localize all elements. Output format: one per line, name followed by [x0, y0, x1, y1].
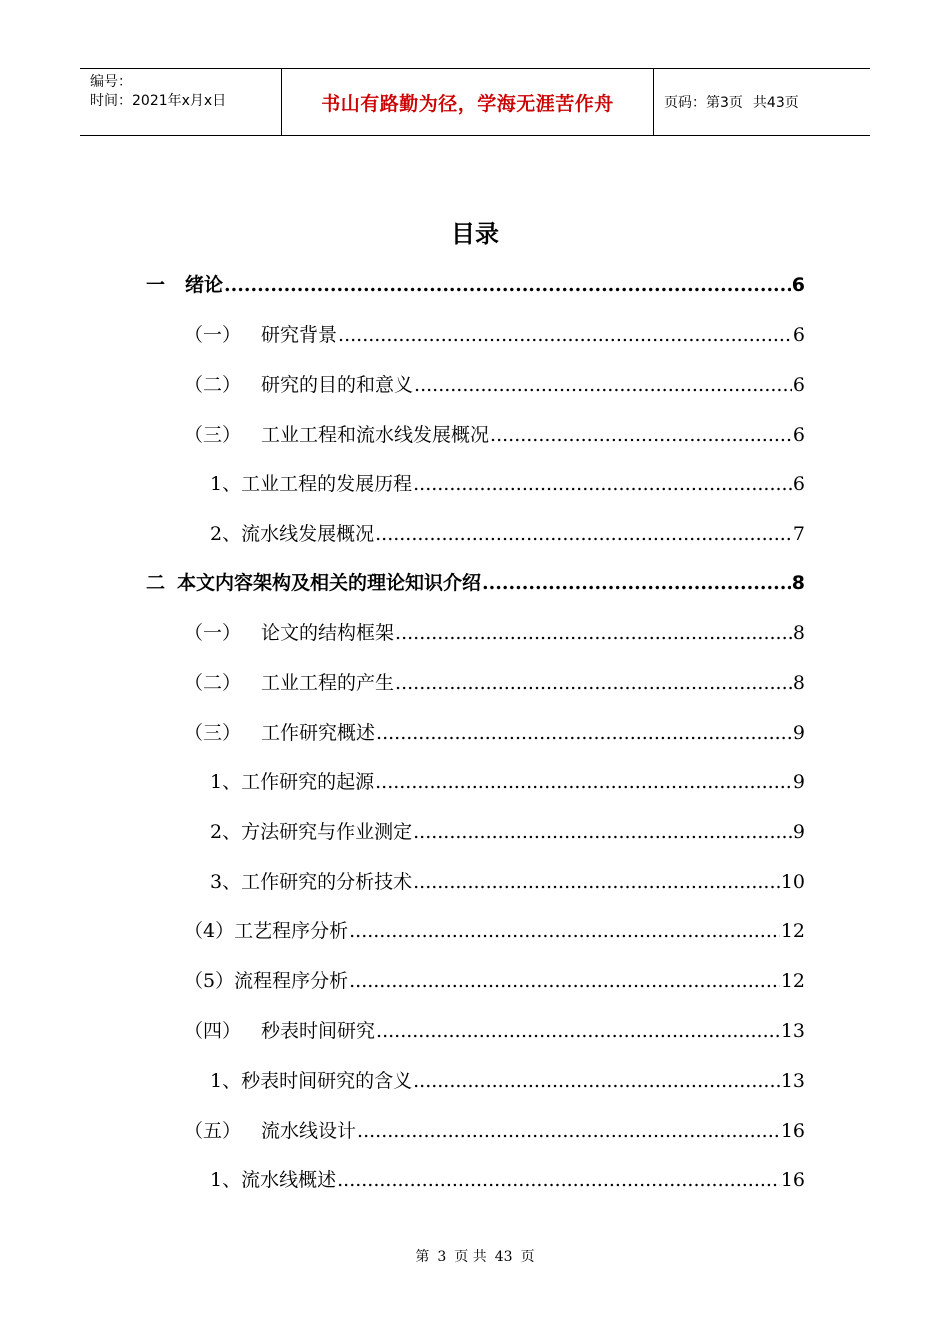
toc-number: （二） [184, 672, 242, 694]
toc-number: 一 [146, 274, 166, 296]
toc-entry[interactable] [210, 1066, 805, 1096]
toc-text: 工业工程的产生 [261, 672, 395, 694]
toc-number: 1、 [210, 473, 242, 495]
toc-number: （四） [184, 1020, 242, 1042]
toc-number: 二 [146, 572, 166, 594]
footer-total: 43 [494, 1249, 513, 1265]
header-meta-cell [80, 69, 282, 135]
toc-page: 7 [792, 523, 805, 545]
toc-page: 12 [780, 970, 805, 992]
toc-entry[interactable] [146, 568, 805, 598]
time-label: 时间： [90, 93, 132, 109]
toc-entry[interactable] [210, 1165, 805, 1195]
toc-page: 8 [792, 672, 805, 694]
dot-leader [395, 622, 792, 644]
footer-prefix: 第 [415, 1249, 430, 1265]
toc-page: 13 [780, 1070, 805, 1092]
toc-text: 本文内容架构及相关的理论知识介绍 [177, 572, 482, 594]
dot-leader [482, 572, 791, 594]
dot-leader [395, 672, 792, 694]
dot-leader [414, 374, 792, 396]
toc-number: 3、 [210, 871, 242, 893]
toc-page: 13 [780, 1020, 805, 1042]
dot-leader [376, 722, 792, 744]
toc-entry[interactable] [184, 966, 805, 996]
toc-number: （一） [184, 324, 242, 346]
toc-page: 6 [791, 274, 805, 296]
dot-leader [357, 1120, 780, 1142]
toc-number: （二） [184, 374, 242, 396]
toc-number: （五） [184, 1120, 242, 1142]
toc-text: 绪论 [185, 274, 224, 296]
toc-page: 6 [792, 374, 805, 396]
toc-number: （4） [184, 920, 235, 942]
header-motto-cell [282, 69, 654, 135]
toc-page: 6 [792, 324, 805, 346]
document-header [80, 68, 870, 136]
toc-page: 12 [780, 920, 805, 942]
dot-leader [349, 920, 780, 942]
toc-entry[interactable] [184, 320, 805, 350]
time-value: 2021年x月x日 [132, 93, 227, 109]
toc-text: 论文的结构框架 [261, 622, 395, 644]
page-footer [0, 1246, 950, 1266]
toc-number: 1、 [210, 1070, 242, 1092]
toc-page: 9 [792, 821, 805, 843]
toc-entry[interactable] [184, 1116, 805, 1146]
toc-number: 1、 [210, 771, 242, 793]
toc-page: 16 [780, 1169, 805, 1191]
toc-text: 流水线概述 [241, 1169, 337, 1191]
toc-entry[interactable] [210, 469, 805, 499]
toc-entry[interactable] [184, 916, 805, 946]
toc-number: （三） [184, 722, 242, 744]
dot-leader [490, 424, 792, 446]
toc-number: （一） [184, 622, 242, 644]
toc-entry[interactable] [184, 370, 805, 400]
page-total: 共43页 [752, 95, 799, 111]
footer-suffix: 页 [520, 1249, 535, 1265]
toc-entry[interactable] [210, 767, 805, 797]
dot-leader [413, 871, 780, 893]
toc-entry[interactable] [184, 1016, 805, 1046]
toc-page: 10 [780, 871, 805, 893]
dot-leader [375, 523, 792, 545]
toc-text: 工业工程的发展历程 [241, 473, 413, 495]
page-current: 第3页 [706, 95, 743, 111]
toc-text: 方法研究与作业测定 [241, 821, 413, 843]
dot-leader [376, 1020, 780, 1042]
toc-page: 9 [792, 771, 805, 793]
toc-entry[interactable] [210, 867, 805, 897]
toc-page: 16 [780, 1120, 805, 1142]
toc-title: 目录 [451, 220, 499, 248]
dot-leader [413, 473, 792, 495]
toc-entry[interactable] [210, 519, 805, 549]
dot-leader [224, 274, 791, 296]
toc-number: （三） [184, 424, 242, 446]
toc-entry[interactable] [184, 420, 805, 450]
toc-entry[interactable] [210, 817, 805, 847]
toc-page: 6 [792, 424, 805, 446]
dot-leader [413, 821, 792, 843]
dot-leader [413, 1070, 780, 1092]
toc-text: 工业工程和流水线发展概况 [261, 424, 490, 446]
toc-text: 研究的目的和意义 [261, 374, 414, 396]
page-label: 页码： [664, 95, 706, 111]
toc-text: 秒表时间研究的含义 [241, 1070, 413, 1092]
toc-page: 6 [792, 473, 805, 495]
dot-leader [338, 324, 792, 346]
header-page-cell [654, 69, 870, 135]
toc-page: 9 [792, 722, 805, 744]
dot-leader [375, 771, 792, 793]
time-line [90, 92, 281, 111]
toc-number: 2、 [210, 523, 242, 545]
toc-text: 流水线发展概况 [241, 523, 375, 545]
toc-text: 工作研究的分析技术 [241, 871, 413, 893]
toc-text: 工艺程序分析 [234, 920, 349, 942]
footer-mid: 页 共 [454, 1249, 487, 1265]
toc-page: 8 [791, 572, 805, 594]
toc-entry[interactable] [184, 668, 805, 698]
dot-leader [337, 1169, 780, 1191]
toc-number: 2、 [210, 821, 242, 843]
motto-text: 书山有路勤为径，学海无涯苦作舟 [321, 92, 614, 115]
toc-number: 1、 [210, 1169, 242, 1191]
toc-text: 秒表时间研究 [261, 1020, 376, 1042]
toc-text: 流水线设计 [261, 1120, 357, 1142]
toc-page: 8 [792, 622, 805, 644]
toc-text: 流程程序分析 [234, 970, 349, 992]
toc-text: 工作研究的起源 [241, 771, 375, 793]
toc-entry[interactable] [184, 718, 805, 748]
toc-number: （5） [184, 970, 235, 992]
toc-entry[interactable] [184, 618, 805, 648]
toc-entry[interactable] [146, 270, 805, 300]
toc-text: 研究背景 [261, 324, 338, 346]
footer-current: 3 [437, 1249, 447, 1265]
dot-leader [349, 970, 780, 992]
toc-text: 工作研究概述 [261, 722, 376, 744]
serial-label: 编号： [90, 74, 132, 90]
